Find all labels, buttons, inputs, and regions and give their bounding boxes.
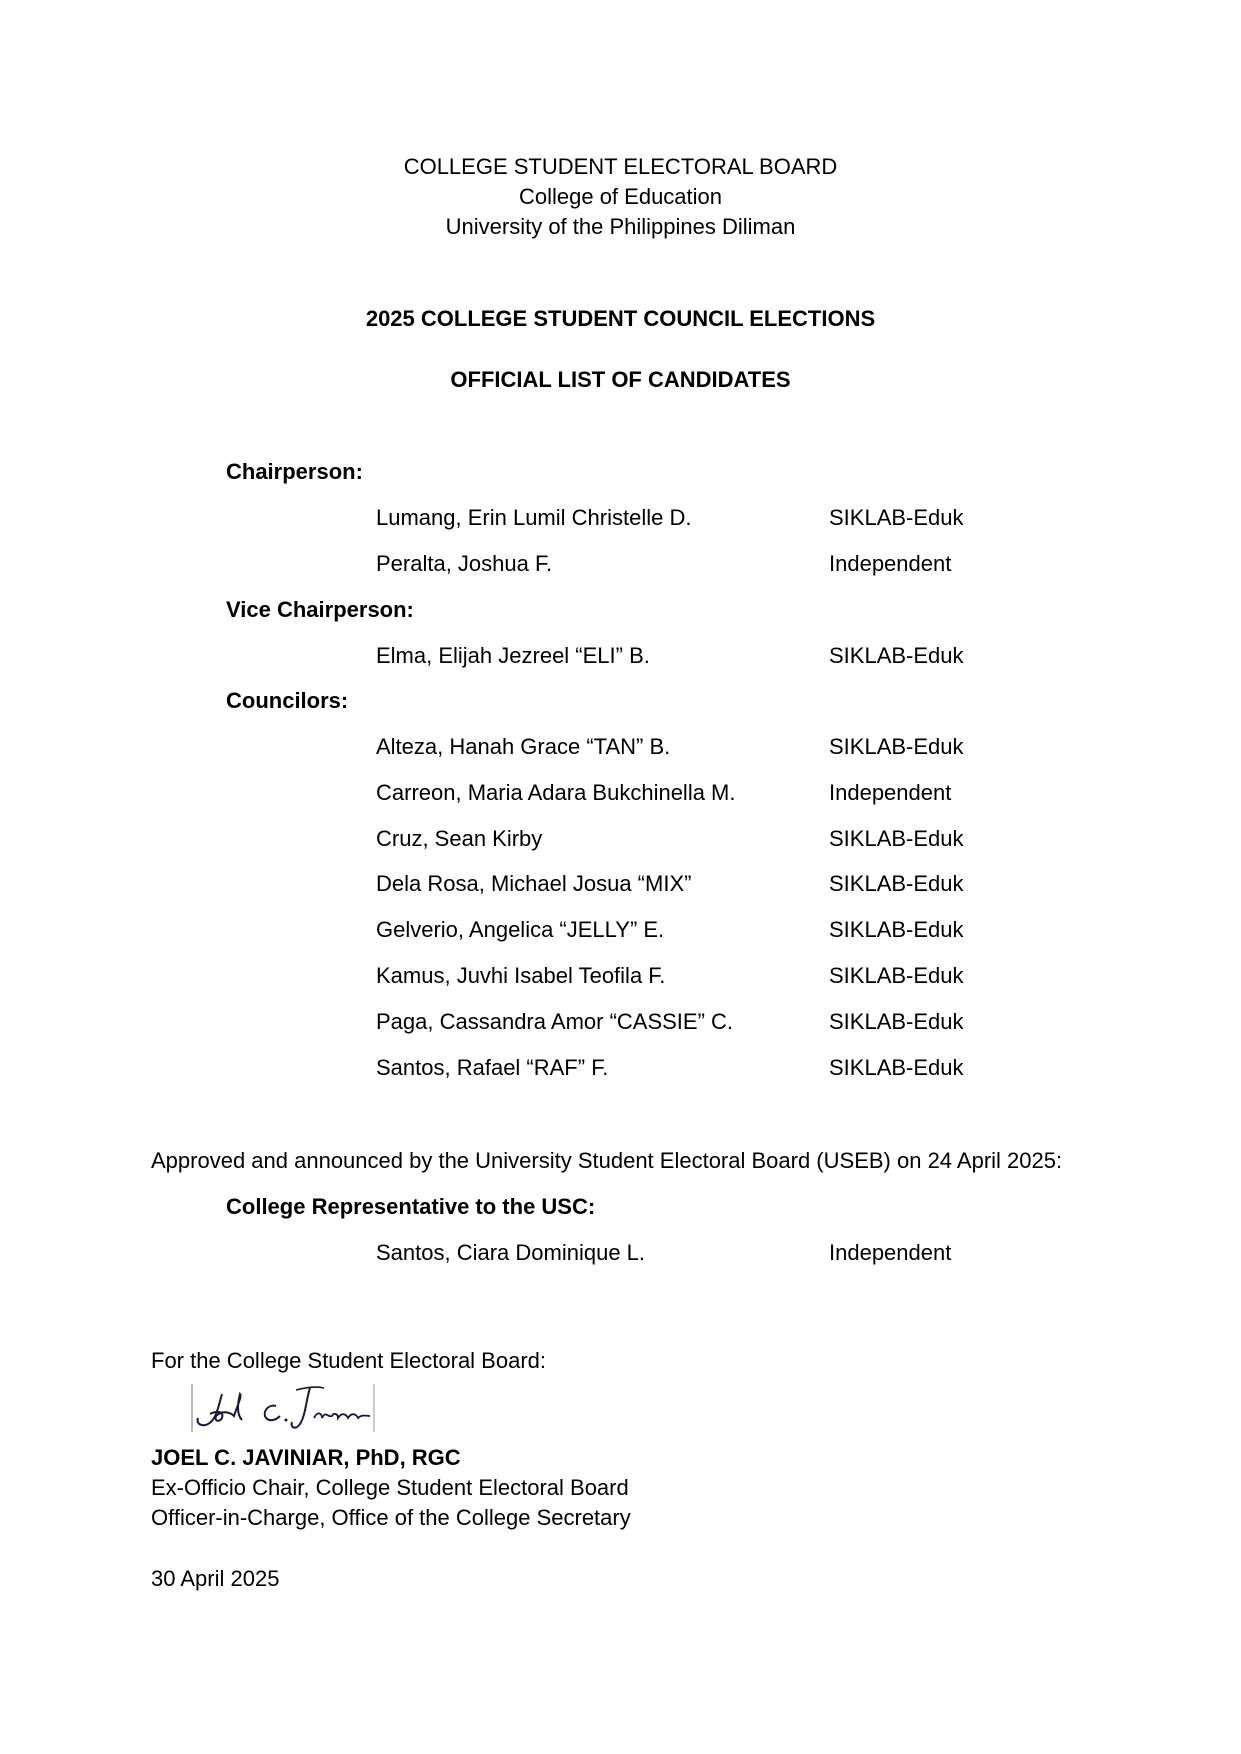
useb-approval-note: Approved and announced by the University Student Electoral Board (USEB) on 24 April 2025:	[151, 1148, 1063, 1173]
candidate-party: Independent	[829, 780, 952, 805]
candidate-name: Kamus, Juvhi Isabel Teofila F.	[376, 963, 666, 988]
candidate-name: Alteza, Hanah Grace “TAN” B.	[376, 734, 671, 759]
for-board-line: For the College Student Electoral Board:	[151, 1348, 547, 1373]
candidate-name: Gelverio, Angelica “JELLY” E.	[376, 917, 665, 942]
candidate-party: SIKLAB-Eduk	[829, 917, 964, 942]
candidate-name: Peralta, Joshua F.	[376, 551, 553, 576]
document-date: 30 April 2025	[151, 1566, 280, 1591]
candidate-party: SIKLAB-Eduk	[829, 1055, 964, 1080]
candidate-party: SIKLAB-Eduk	[829, 871, 964, 896]
college-name: College of Education	[518, 184, 723, 209]
candidate-name: Paga, Cassandra Amor “CASSIE” C.	[376, 1009, 734, 1034]
candidate-name: Santos, Rafael “RAF” F.	[376, 1055, 609, 1080]
candidate-party: Independent	[829, 1240, 952, 1265]
signatory-title-oic: Officer-in-Charge, Office of the College Secretary	[151, 1505, 631, 1530]
section-label-chairperson: Chairperson:	[226, 459, 363, 484]
document-title: 2025 COLLEGE STUDENT COUNCIL ELECTIONS	[365, 306, 876, 331]
candidate-name: Elma, Elijah Jezreel “ELI” B.	[376, 643, 650, 668]
board-name: COLLEGE STUDENT ELECTORAL BOARD	[403, 154, 838, 179]
section-label-councilors: Councilors:	[226, 688, 349, 713]
handwritten-signature	[188, 1380, 378, 1438]
candidate-party: SIKLAB-Eduk	[829, 826, 964, 851]
candidate-party: SIKLAB-Eduk	[829, 505, 964, 530]
candidate-name: Cruz, Sean Kirby	[376, 826, 543, 851]
candidate-name: Lumang, Erin Lumil Christelle D.	[376, 505, 692, 530]
candidate-name: Carreon, Maria Adara Bukchinella M.	[376, 780, 736, 805]
candidate-party: SIKLAB-Eduk	[829, 1009, 964, 1034]
document-subtitle: OFFICIAL LIST OF CANDIDATES	[450, 367, 791, 392]
candidate-name: Santos, Ciara Dominique L.	[376, 1240, 646, 1265]
candidate-party: SIKLAB-Eduk	[829, 963, 964, 988]
section-label-vice-chairperson: Vice Chairperson:	[226, 597, 414, 622]
signatory-title-chair: Ex-Officio Chair, College Student Electoral Board	[151, 1475, 629, 1500]
section-label-usc-representative: College Representative to the USC:	[226, 1194, 596, 1219]
candidate-party: SIKLAB-Eduk	[829, 734, 964, 759]
candidate-party: Independent	[829, 551, 952, 576]
candidate-party: SIKLAB-Eduk	[829, 643, 964, 668]
university-name: University of the Philippines Diliman	[445, 214, 796, 239]
signatory-name: JOEL C. JAVINIAR, PhD, RGC	[151, 1445, 461, 1470]
candidate-name: Dela Rosa, Michael Josua “MIX”	[376, 871, 692, 896]
